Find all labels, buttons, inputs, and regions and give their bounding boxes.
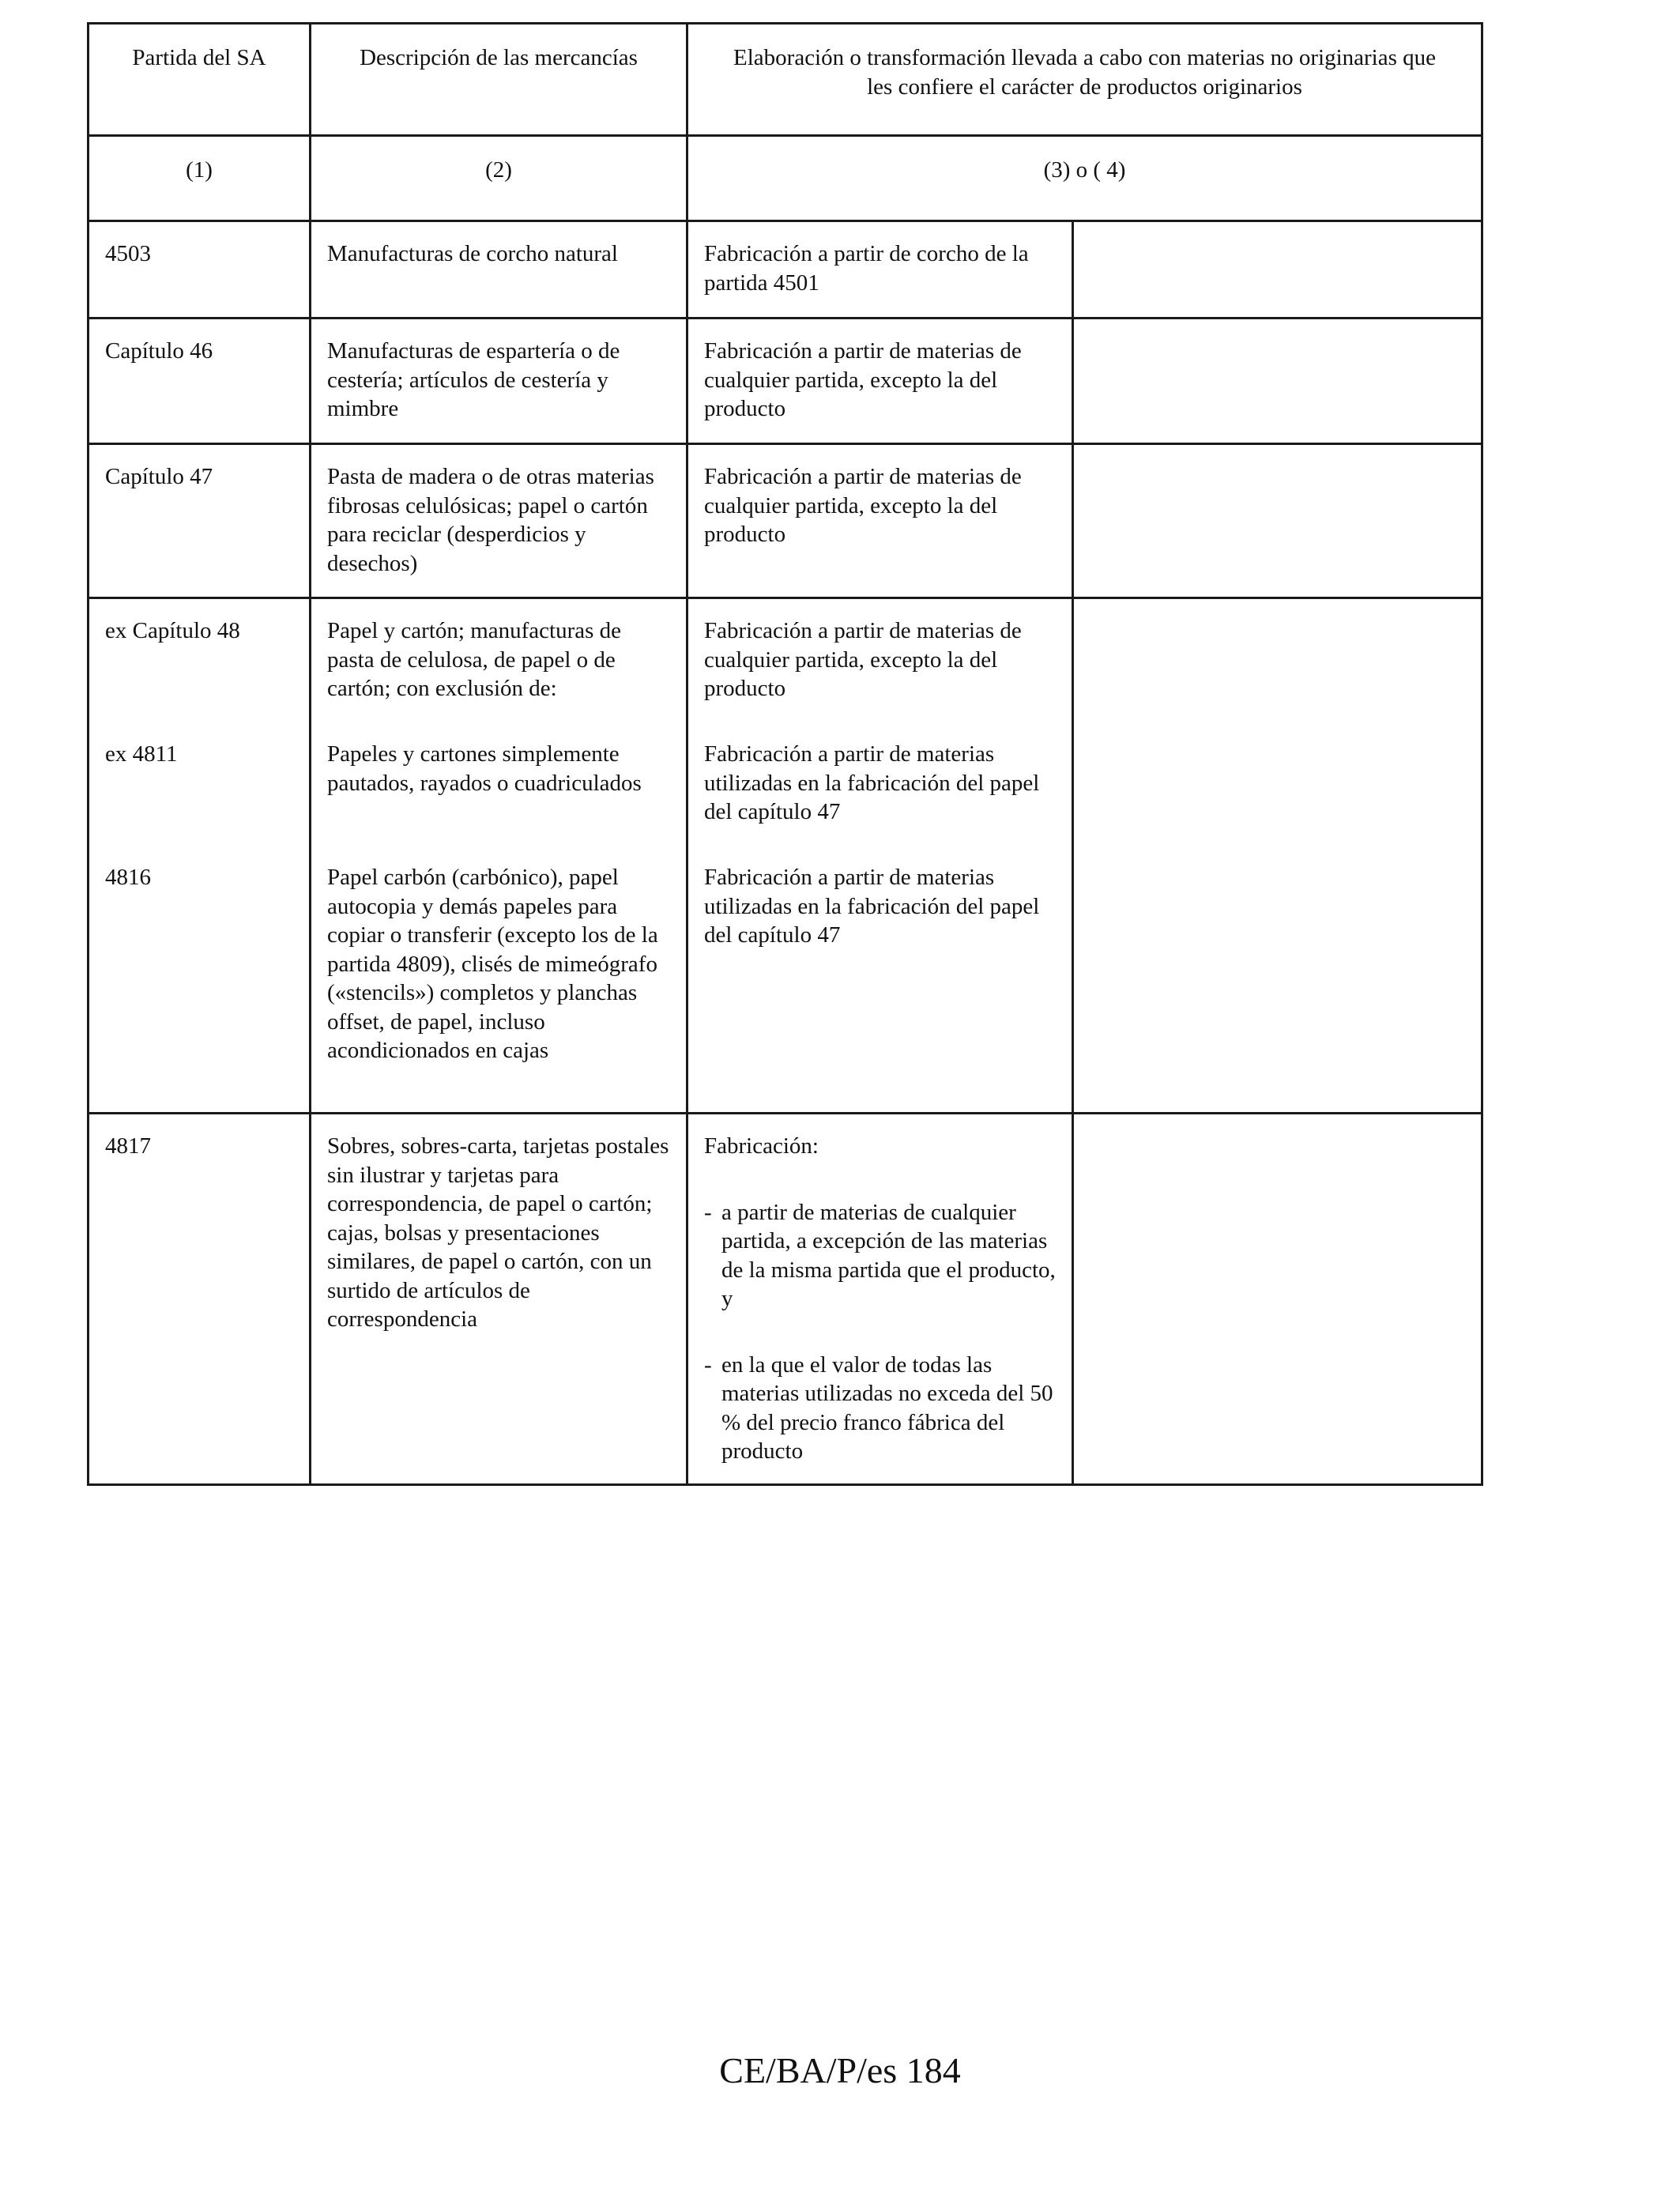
condition-text: en la que el valor de todas las materias utilizadas no exceda del 50 % del precio franco fábrica del producto [721, 1351, 1053, 1464]
column-4-cell [1073, 444, 1482, 598]
column-number-3-4: (3) o ( 4) [687, 136, 1482, 221]
partida-cell: Capítulo 47 [89, 444, 311, 598]
elaboracion-cell: Fabricación a partir de materias de cualquier partida, excepto la del producto [687, 319, 1073, 444]
column-4-cell [1073, 1114, 1482, 1485]
partida-4816: 4816 [105, 865, 151, 890]
descripcion-ex-4811: Papeles y cartones simplemente pautados, rayados o cuadriculados [327, 741, 642, 796]
bullet-marker: - [704, 1199, 712, 1225]
elaboracion-cell: Fabricación a partir de corcho de la partida 4501 [687, 221, 1073, 319]
condition-text: a partir de materias de cualquier partida, a excepción de las materias de la misma partida que el producto, y [721, 1199, 1056, 1311]
descripcion-cell: Pasta de madera o de otras materias fibrosas celulósicas; papel o cartón para reciclar (desperdicios y desechos) [311, 444, 687, 598]
partida-cell: Capítulo 46 [89, 319, 311, 444]
partida-ex-4811: ex 4811 [105, 741, 178, 767]
header-descripcion: Descripción de las mercancías [311, 24, 687, 136]
partida-cell: 4817 [89, 1114, 311, 1485]
table-row [89, 598, 1482, 1114]
elaboracion-cell [687, 598, 1073, 1114]
descripcion-cell: Sobres, sobres-carta, tarjetas postales sin ilustrar y tarjetas para correspondencia, de papel o cartón; cajas, bolsas y presentaciones similares, de papel o cartón, con un surtido de artículos de correspondencia [311, 1114, 687, 1485]
condition-item [704, 1198, 1056, 1314]
header-elaboracion: Elaboración o transformación llevada a cabo con materias no originarias que les confiere el carácter de productos originarios [687, 24, 1482, 136]
partida-ex-capitulo-48: ex Capítulo 48 [105, 618, 240, 643]
header-partida: Partida del SA [89, 24, 311, 136]
table-row [89, 221, 1482, 319]
descripcion-cell [311, 598, 687, 1114]
rules-of-origin-table [87, 22, 1483, 1486]
elaboracion-intro: Fabricación: [704, 1133, 819, 1159]
partida-cell [89, 598, 311, 1114]
header-row [89, 24, 1482, 136]
descripcion-cell: Manufacturas de espartería o de cestería; artículos de cestería y mimbre [311, 319, 687, 444]
elaboracion-ex-4811: Fabricación a partir de materias utilizadas en la fabricación del papel del capítulo 47 [704, 741, 1040, 824]
column-number-1: (1) [89, 136, 311, 221]
column-number-row [89, 136, 1482, 221]
descripcion-cell: Manufacturas de corcho natural [311, 221, 687, 319]
column-4-cell [1073, 598, 1482, 1114]
column-4-cell [1073, 221, 1482, 319]
partida-cell: 4503 [89, 221, 311, 319]
elaboracion-ex-capitulo-48: Fabricación a partir de materias de cualquier partida, excepto la del producto [704, 618, 1022, 701]
elaboracion-cell: Fabricación a partir de materias de cualquier partida, excepto la del producto [687, 444, 1073, 598]
column-4-cell [1073, 319, 1482, 444]
elaboracion-4816: Fabricación a partir de materias utilizadas en la fabricación del papel del capítulo 47 [704, 865, 1040, 948]
page-reference: CE/BA/P/es 184 [719, 2050, 961, 2090]
elaboracion-cell [687, 1114, 1073, 1485]
column-number-2: (2) [311, 136, 687, 221]
table-row [89, 444, 1482, 598]
condition-item [704, 1351, 1056, 1466]
table-row [89, 319, 1482, 444]
table-row [89, 1114, 1482, 1485]
descripcion-4816: Papel carbón (carbónico), papel autocopia y demás papeles para copiar o transferir (excepto los de la partida 4809), clisés de mimeógrafo («stencils») completos y planchas offset, de papel, incluso acondicionados en cajas [327, 865, 658, 1063]
descripcion-ex-capitulo-48: Papel y cartón; manufacturas de pasta de celulosa, de papel o de cartón; con exclusión de: [327, 618, 622, 701]
bullet-marker: - [704, 1351, 712, 1378]
